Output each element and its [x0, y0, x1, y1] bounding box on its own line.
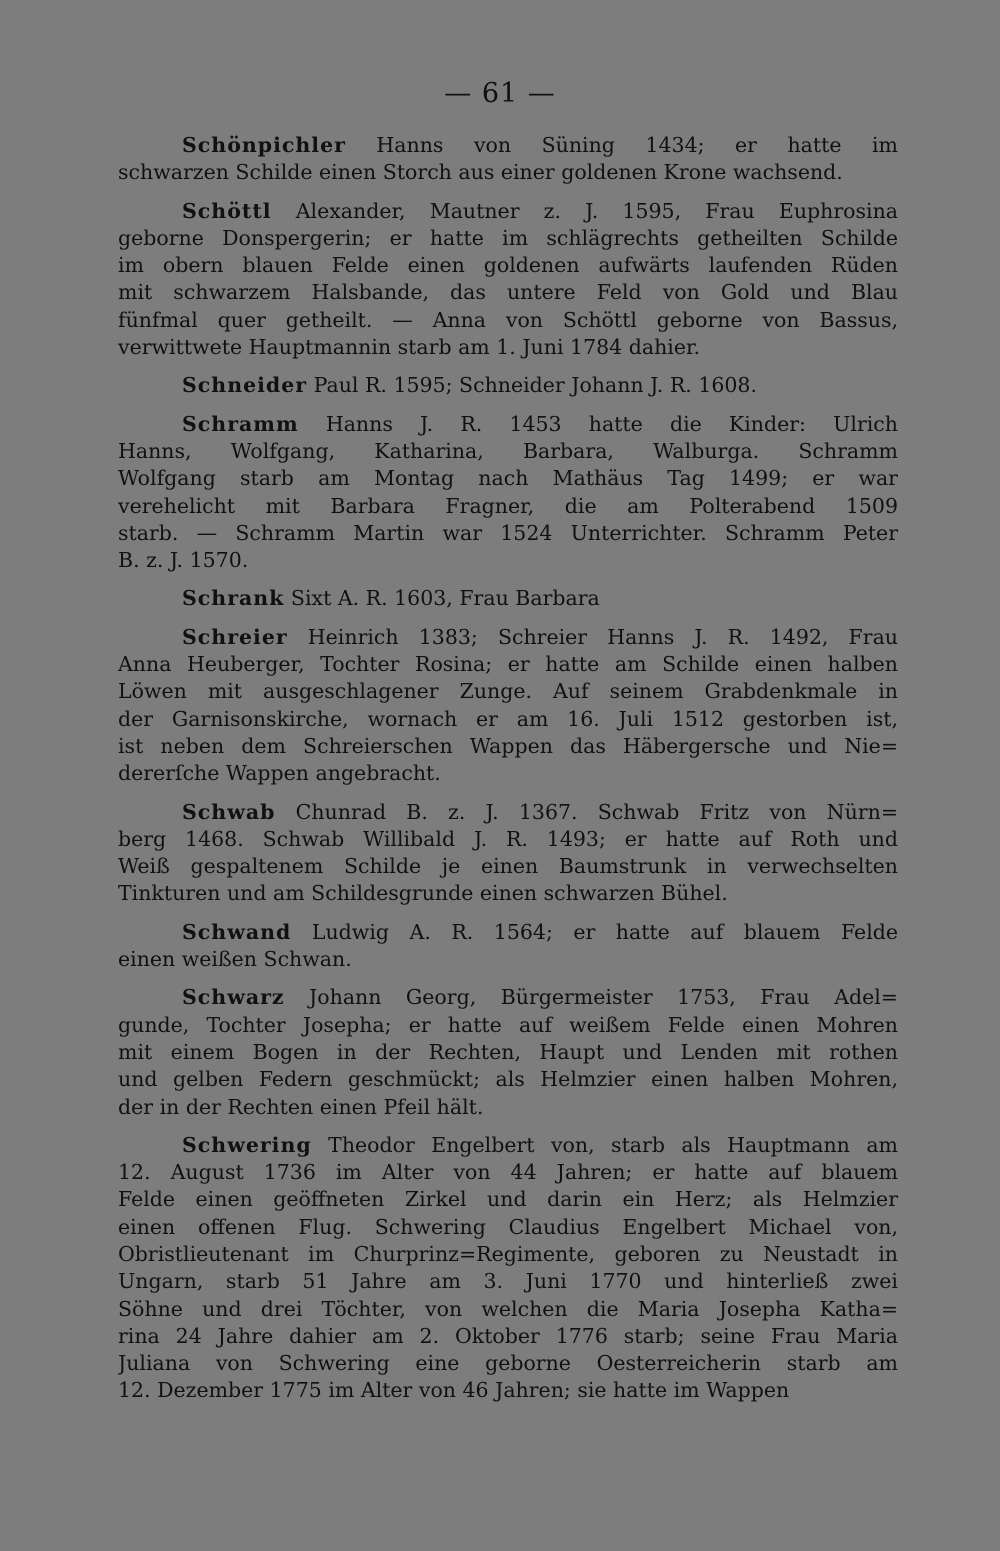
line-text: der Garnisonskirche, wornach er am 16. Juli 1512 gestorben ist, — [118, 706, 898, 731]
text-line — [118, 1186, 898, 1213]
entry-name: Schwering — [182, 1132, 312, 1157]
line-text: Ludwig A. R. 1564; er hatte auf blauem Felde — [291, 919, 898, 944]
text-line — [118, 624, 898, 651]
page-number: — 61 — — [444, 78, 556, 109]
text-line — [118, 1214, 898, 1241]
text-line — [118, 252, 898, 279]
line-text: der in der Rechten einen Pfeil hält. — [118, 1094, 484, 1119]
line-text: fünfmal quer getheilt. — Anna von Schöttl geborne von Bassus, — [118, 307, 898, 332]
text-line — [118, 1350, 898, 1377]
line-text: B. z. J. 1570. — [118, 548, 249, 573]
text-line — [118, 1241, 898, 1268]
line-text: einen weißen Schwan. — [118, 947, 352, 972]
entry-schwarz — [118, 984, 898, 1120]
text-line — [118, 372, 898, 399]
line-text: Chunrad B. z. J. 1367. Schwab Fritz von Nürn= — [275, 799, 898, 824]
line-text: geborne Donspergerin; er hatte im schlägrechts getheilten Schilde — [118, 225, 898, 250]
line-text: einen offenen Flug. Schwering Claudius Engelbert Michael von, — [118, 1214, 898, 1239]
line-text: Theodor Engelbert von, starb als Hauptmann am — [311, 1132, 898, 1157]
line-text: ist neben dem Schreierschen Wappen das Häbergersche und Nie= — [118, 733, 898, 758]
line-text: Hanns, Wolfgang, Katharina, Barbara, Walburga. Schramm — [118, 438, 898, 463]
text-line — [118, 880, 898, 907]
line-text: Paul R. 1595; Schneider Johann J. R. 1608. — [307, 373, 757, 398]
text-line — [118, 678, 898, 705]
line-text: Heinrich 1383; Schreier Hanns J. R. 1492, Frau — [287, 624, 898, 649]
text-line — [118, 1377, 898, 1404]
text-line — [118, 547, 898, 574]
line-text: berg 1468. Schwab Willibald J. R. 1493; er hatte auf Roth und — [118, 826, 898, 851]
line-text: schwarzen Schilde einen Storch aus einer goldenen Krone wachsend. — [118, 160, 843, 185]
text-line — [118, 1323, 898, 1350]
line-text: 12. Dezember 1775 im Alter von 46 Jahren; sie hatte im Wappen — [118, 1378, 790, 1403]
entry-name: Schramm — [182, 411, 299, 436]
text-line — [118, 1159, 898, 1186]
line-text: Felde einen geöffneten Zirkel und darin ein Herz; als Helmzier — [118, 1187, 898, 1212]
text-line — [118, 585, 898, 612]
line-text: Obristlieutenant im Churprinz=Regimente, geboren zu Neustadt in — [118, 1241, 898, 1266]
text-line — [118, 493, 898, 520]
text-line — [118, 1268, 898, 1295]
line-text: Hanns von Süning 1434; er hatte im — [345, 133, 898, 157]
text-line — [118, 465, 898, 492]
text-line — [118, 919, 898, 946]
line-text: Tinkturen und am Schildesgrunde einen schwarzen Bühel. — [118, 881, 728, 906]
line-text: mit schwarzem Halsbande, das untere Feld von Gold und Blau — [118, 280, 898, 305]
text-line — [118, 853, 898, 880]
line-text: verwittwete Hauptmannin starb am 1. Juni 1784 dahier. — [118, 335, 701, 360]
entry-name: Schöttl — [182, 198, 272, 223]
text-line — [118, 706, 898, 733]
text-line — [118, 159, 898, 186]
line-text: rina 24 Jahre dahier am 2. Oktober 1776 starb; seine Frau Maria — [118, 1323, 898, 1348]
text-line — [118, 826, 898, 853]
line-text: verehelicht mit Barbara Fragner, die am Polterabend 1509 — [118, 493, 898, 518]
text-line — [118, 1066, 898, 1093]
entry-name: Schrank — [182, 586, 285, 611]
text-line — [118, 438, 898, 465]
text-line — [118, 984, 898, 1011]
entry-sch-ttl — [118, 198, 898, 362]
text-line — [118, 307, 898, 334]
line-text: und gelben Federn geschmückt; als Helmzier einen halben Mohren, — [118, 1067, 898, 1092]
line-text: 12. August 1736 im Alter von 44 Jahren; er hatte auf blauem — [118, 1160, 898, 1185]
text-line — [118, 733, 898, 760]
entry-sch-npichler — [118, 132, 898, 187]
text-line — [118, 1012, 898, 1039]
text-line — [118, 651, 898, 678]
text-line — [118, 799, 898, 826]
entry-schwand — [118, 919, 898, 974]
text-line — [118, 760, 898, 787]
entry-name: Schwarz — [182, 985, 285, 1010]
text-line — [118, 279, 898, 306]
line-text: Wolfgang starb am Montag nach Mathäus Tag 1499; er war — [118, 466, 898, 491]
line-text: Juliana von Schwering eine geborne Oesterreicherin starb am — [118, 1351, 898, 1376]
text-line — [118, 520, 898, 547]
line-text: Johann Georg, Bürgermeister 1753, Frau Adel= — [284, 985, 898, 1010]
line-text: starb. — Schramm Martin war 1524 Unterrichter. Schramm Peter — [118, 520, 898, 545]
entry-schwab — [118, 799, 898, 908]
entry-schwering — [118, 1132, 898, 1405]
entry-name: Schreier — [182, 624, 288, 649]
text-line — [118, 198, 898, 225]
text-line — [118, 1132, 898, 1159]
entry-schreier — [118, 624, 898, 788]
entry-name: Schwand — [182, 919, 292, 944]
line-text: Alexander, Mautner z. J. 1595, Frau Euphrosina — [271, 198, 898, 223]
line-text: mit einem Bogen in der Rechten, Haupt und Lenden mit rothen — [118, 1039, 898, 1064]
text-line — [118, 225, 898, 252]
line-text: Söhne und drei Töchter, von welchen die Maria Josepha Katha= — [118, 1296, 898, 1321]
text-line — [118, 1094, 898, 1121]
entry-name: Schneider — [182, 373, 308, 398]
entry-schrank — [118, 585, 898, 612]
line-text: im obern blauen Felde einen goldenen aufwärts laufenden Rüden — [118, 253, 898, 278]
line-text: Hanns J. R. 1453 hatte die Kinder: Ulrich — [298, 411, 898, 436]
line-text: Löwen mit ausgeschlagener Zunge. Auf seinem Grabdenkmale in — [118, 679, 898, 704]
text-line — [118, 1296, 898, 1323]
entry-schneider — [118, 372, 898, 399]
entry-schramm — [118, 411, 898, 575]
text-line — [118, 946, 898, 973]
entry-name: Schönpichler — [182, 133, 346, 157]
entry-name: Schwab — [182, 799, 276, 824]
line-text: dererſche Wappen angebracht. — [118, 761, 441, 786]
line-text: Anna Heuberger, Tochter Rosina; er hatte am Schilde einen halben — [118, 652, 898, 677]
line-text: Weiß gespaltenem Schilde je einen Baumstrunk in verwechselten — [118, 854, 898, 879]
line-text: Ungarn, starb 51 Jahre am 3. Juni 1770 und hinterließ zwei — [118, 1269, 898, 1294]
text-body — [118, 132, 898, 1416]
text-line — [118, 1039, 898, 1066]
text-line — [118, 334, 898, 361]
line-text: gunde, Tochter Josepha; er hatte auf weißem Felde einen Mohren — [118, 1012, 898, 1037]
text-line — [118, 132, 898, 159]
line-text: Sixt A. R. 1603, Frau Barbara — [284, 586, 600, 611]
text-line — [118, 411, 898, 438]
